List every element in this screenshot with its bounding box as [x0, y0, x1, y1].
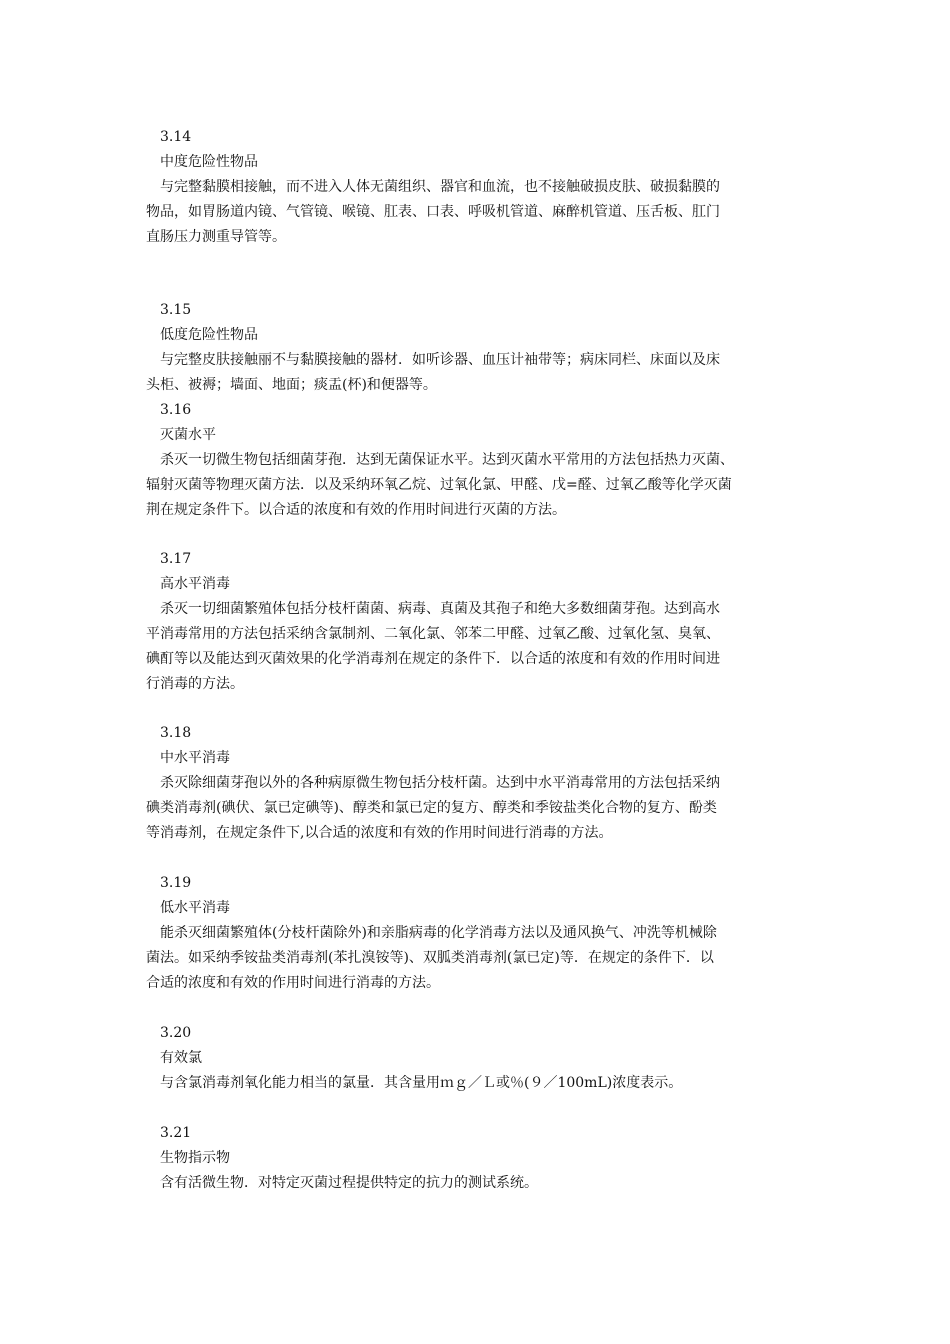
entry-3-14 — [146, 125, 810, 250]
entry-number: 3.21 — [160, 1125, 192, 1141]
definition-line: 菌法。如采纳季铵盐类消毒剂(苯扎溴铵等)、双胍类消毒剂(氯已定)等．在规定的条件下．以 — [146, 950, 714, 966]
entry-3-18 — [146, 721, 810, 846]
definition-line: 荆在规定条件下。以合适的浓度和有效的作用时间进行灭菌的方法。 — [146, 502, 566, 518]
entry-term: 低度危险性物品 — [160, 327, 258, 343]
entry-term: 高水平消毒 — [160, 576, 230, 592]
definition-line: 杀灭除细菌芽孢以外的各种病原微生物包括分枝杆菌。达到中水平消毒常用的方法包括采纳 — [160, 775, 720, 791]
entry-number: 3.15 — [160, 302, 192, 318]
entry-number: 3.18 — [160, 725, 192, 741]
entry-number: 3.19 — [160, 875, 192, 891]
entry-3-17 — [146, 547, 810, 697]
definition-line: 能杀灭细菌繁殖体(分枝杆菌除外)和亲脂病毒的化学消毒方法以及通风换气、冲洗等机械除 — [160, 925, 717, 941]
definition-line: 等消毒剂，在规定条件下,以合适的浓度和有效的作用时间进行消毒的方法。 — [146, 825, 613, 841]
entry-number: 3.17 — [160, 551, 192, 567]
entry-number: 3.20 — [160, 1025, 192, 1041]
definition-line: 行消毒的方法。 — [146, 676, 244, 692]
definition-line: 与完整黏膜相接触，而不进入人体无菌组织、器官和血流，也不接触破损皮肤、破损黏膜的 — [160, 179, 720, 195]
entry-number: 3.16 — [160, 402, 192, 418]
definition-line: 辐射灭菌等物理灭菌方法．以及采纳环氧乙烷、过氧化氯、甲醛、戊=醛、过氧乙酸等化学灭菌 — [146, 477, 732, 493]
definition-line: 含有活微生物．对特定灭菌过程提供特定的抗力的测试系统。 — [160, 1175, 538, 1191]
definition-line: 直肠压力测重导管等。 — [146, 229, 286, 245]
entry-term: 中度危险性物品 — [160, 154, 258, 170]
entry-term: 有效氯 — [160, 1050, 202, 1066]
entry-term: 灭菌水平 — [160, 427, 216, 443]
entry-3-19 — [146, 871, 810, 996]
definition-line: 物品，如胃肠道内镜、气管镜、喉镜、肛表、口表、呼吸机管道、麻醉机管道、压舌板、肛门 — [146, 204, 720, 220]
definition-line: 与完整皮肤接触丽不与黏膜接触的器材．如听诊器、血压计袖带等；病床同栏、床面以及床 — [160, 352, 720, 368]
entry-3-21 — [146, 1121, 810, 1196]
definition-line: 合适的浓度和有效的作用时间进行消毒的方法。 — [146, 975, 440, 991]
definition-line: 与含氯消毒剂氧化能力相当的氯量．其含量用ｍｇ／Ｌ或％(９／100mL)浓度表示。 — [160, 1075, 683, 1091]
entry-term: 低水平消毒 — [160, 900, 230, 916]
definition-line: 头柜、被褥；墙面、地面；痰盂(杯)和便器等。 — [146, 377, 437, 393]
definition-line: 杀灭一切微生物包括细菌芽孢．达到无菌保证水平。达到灭菌水平常用的方法包括热力灭菌、 — [160, 452, 734, 468]
entry-term: 中水平消毒 — [160, 750, 230, 766]
definition-line: 碘酊等以及能达到灭菌效果的化学消毒剂在规定的条件下．以合适的浓度和有效的作用时间进 — [146, 651, 720, 667]
entry-3-15 — [146, 298, 810, 398]
entry-3-16 — [146, 398, 810, 523]
definition-line: 杀灭一切细菌繁殖体包括分枝杆菌菌、病毒、真菌及其孢子和绝大多数细菌芽孢。达到高水 — [160, 601, 720, 617]
definition-line: 碘类消毒剂(碘伏、氯已定碘等)、醇类和氯已定的复方、醇类和季铵盐类化合物的复方、酚类 — [146, 800, 717, 816]
entry-number: 3.14 — [160, 129, 192, 145]
entry-term: 生物指示物 — [160, 1150, 230, 1166]
entry-3-20 — [146, 1021, 810, 1096]
definition-line: 平消毒常用的方法包括采纳含氯制剂、二氧化氯、邻苯二甲醛、过氧乙酸、过氧化氢、臭氧、 — [146, 626, 720, 642]
